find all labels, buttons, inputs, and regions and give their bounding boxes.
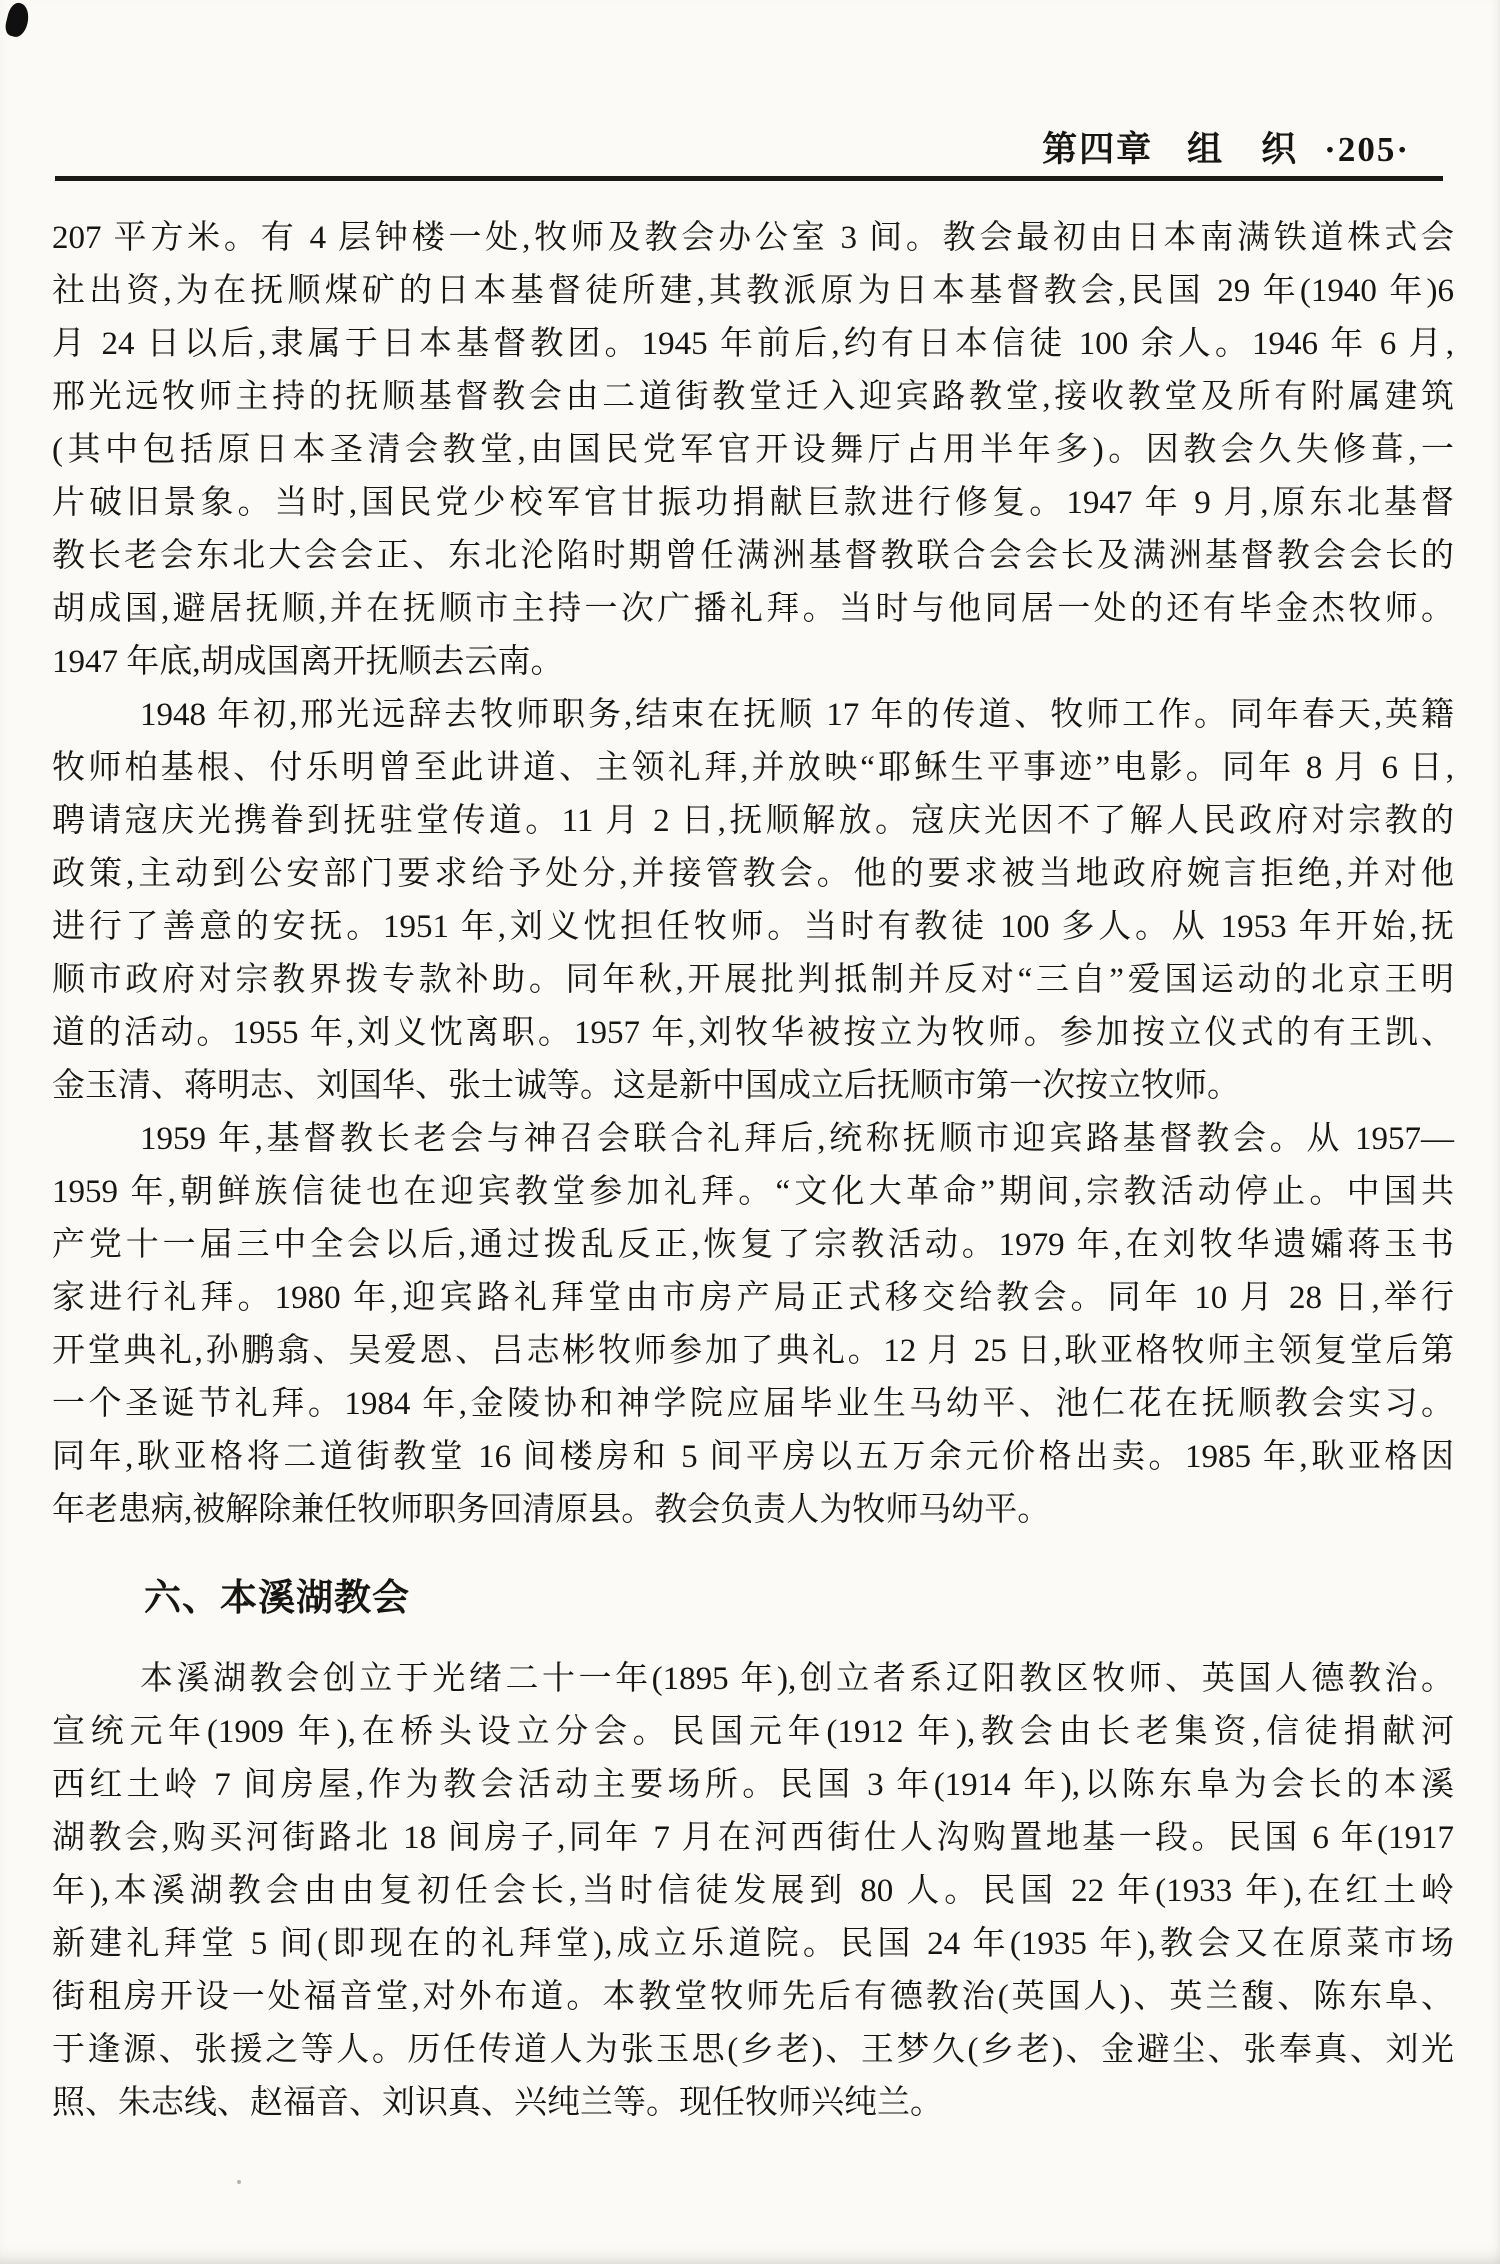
text-line: 1947 年底,胡成国离开抚顺去云南。 — [52, 644, 564, 680]
text-line: 1959 年,朝鲜族信徒也在迎宾教堂参加礼拜。“文化大革命”期间,宗教活动停止。中国共 — [52, 1174, 1454, 1210]
chapter-title: 组 织 — [1187, 130, 1299, 169]
text-line: 年),本溪湖教会由由复初任会长,当时信徒发展到 80 人。民国 22 年(1933 年),在红土岭 — [52, 1873, 1454, 1909]
paragraph-2 — [52, 689, 1454, 1113]
page-body — [52, 212, 1454, 2130]
text-line: 宣统元年(1909 年),在桥头设立分会。民国元年(1912 年),教会由长老集资,信徒捐献河 — [52, 1714, 1454, 1750]
text-line: 月 24 日以后,隶属于日本基督教团。1945 年前后,约有日本信徒 100 余人。1946 年 6 月, — [52, 326, 1454, 362]
text-line: 聘请寇庆光携眷到抚驻堂传道。11 月 2 日,抚顺解放。寇庆光因不了解人民政府对宗教的 — [52, 803, 1454, 839]
text-line: 一个圣诞节礼拜。1984 年,金陵协和神学院应届毕业生马幼平、池仁花在抚顺教会实习。 — [52, 1386, 1454, 1422]
text-line: 进行了善意的安抚。1951 年,刘义忱担任牧师。当时有教徒 100 多人。从 1953 年开始,抚 — [52, 909, 1455, 945]
paragraph-1 — [52, 212, 1454, 689]
scan-artifact — [3, 1, 32, 39]
text-line: 湖教会,购买河街路北 18 间房子,同年 7 月在河西街仕人沟购置地基一段。民国 6 年(1917 — [52, 1820, 1454, 1856]
text-line: 1948 年初,邢光远辞去牧师职务,结束在抚顺 17 年的传道、牧师工作。同年春天,英籍 — [140, 697, 1454, 733]
text-line: 新建礼拜堂 5 间(即现在的礼拜堂),成立乐道院。民国 24 年(1935 年),教会又在原菜市场 — [52, 1926, 1454, 1962]
text-line: 顺市政府对宗教界拨专款补助。同年秋,开展批判抵制并反对“三自”爱国运动的北京王明 — [52, 962, 1454, 998]
text-line: 道的活动。1955 年,刘义忱离职。1957 年,刘牧华被按立为牧师。参加按立仪式的有王凯、 — [52, 1015, 1454, 1051]
text-line: 1959 年,基督教长老会与神召会联合礼拜后,统称抚顺市迎宾路基督教会。从 1957— — [140, 1121, 1454, 1157]
text-line: 同年,耿亚格将二道街教堂 16 间楼房和 5 间平房以五万余元价格出卖。1985 年,耿亚格因 — [52, 1439, 1454, 1475]
text-line: 社出资,为在抚顺煤矿的日本基督徒所建,其教派原为日本基督教会,民国 29 年(1940 年)6 — [52, 273, 1454, 309]
text-line: 金玉清、蒋明志、刘国华、张士诚等。这是新中国成立后抚顺市第一次按立牧师。 — [52, 1068, 1240, 1104]
chapter-label: 第四章 — [1042, 130, 1154, 169]
text-line: 邢光远牧师主持的抚顺基督教会由二道街教堂迁入迎宾路教堂,接收教堂及所有附属建筑 — [52, 379, 1454, 415]
text-line: 政策,主动到公安部门要求给予处分,并接管教会。他的要求被当地政府婉言拒绝,并对他 — [52, 856, 1454, 892]
text-line: 西红土岭 7 间房屋,作为教会活动主要场所。民国 3 年(1914 年),以陈东阜为会长的本溪 — [52, 1767, 1454, 1803]
text-line: 开堂典礼,孙鹏翕、吴爱恩、吕志彬牧师参加了典礼。12 月 25 日,耿亚格牧师主领复堂后第 — [52, 1333, 1454, 1369]
text-line: 家进行礼拜。1980 年,迎宾路礼拜堂由市房产局正式移交给教会。同年 10 月 28 日,举行 — [52, 1280, 1454, 1316]
scan-speck — [237, 2180, 241, 2184]
text-line: 207 平方米。有 4 层钟楼一处,牧师及教会办公室 3 间。教会最初由日本南满铁道株式会 — [52, 220, 1454, 256]
section-heading: 六、本溪湖教会 — [144, 1577, 410, 1618]
page-header — [1042, 122, 1410, 172]
text-line: 于逢源、张援之等人。历任传道人为张玉思(乡老)、王梦久(乡老)、金避尘、张奉真、刘光 — [52, 2032, 1454, 2068]
page-number: ·205· — [1324, 130, 1410, 169]
paragraph-3 — [52, 1113, 1454, 1537]
paragraph-4 — [52, 1653, 1454, 2130]
text-line: (其中包括原日本圣清会教堂,由国民党军官开设舞厅占用半年多)。因教会久失修葺,一 — [52, 432, 1454, 468]
text-line: 年老患病,被解除兼任牧师职务回清原县。教会负责人为牧师马幼平。 — [52, 1492, 1051, 1528]
text-line: 教长老会东北大会会正、东北沦陷时期曾任满洲基督教联合会会长及满洲基督教会会长的 — [52, 538, 1454, 574]
text-line: 产党十一届三中全会以后,通过拨乱反正,恢复了宗教活动。1979 年,在刘牧华遗孀蒋玉书 — [52, 1227, 1455, 1263]
header-rule — [55, 176, 1443, 181]
text-line: 照、朱志线、赵福音、刘识真、兴纯兰等。现任牧师兴纯兰。 — [52, 2085, 943, 2121]
text-line: 胡成国,避居抚顺,并在抚顺市主持一次广播礼拜。当时与他同居一处的还有毕金杰牧师。 — [52, 591, 1454, 627]
text-line: 片破旧景象。当时,国民党少校军官甘振功捐献巨款进行修复。1947 年 9 月,原东北基督 — [52, 485, 1454, 521]
text-line: 本溪湖教会创立于光绪二十一年(1895 年),创立者系辽阳教区牧师、英国人德教治。 — [140, 1661, 1454, 1697]
text-line: 街租房开设一处福音堂,对外布道。本教堂牧师先后有德教治(英国人)、英兰馥、陈东阜、 — [52, 1979, 1454, 2015]
text-line: 牧师柏基根、付乐明曾至此讲道、主领礼拜,并放映“耶稣生平事迹”电影。同年 8 月 6 日, — [52, 750, 1454, 786]
